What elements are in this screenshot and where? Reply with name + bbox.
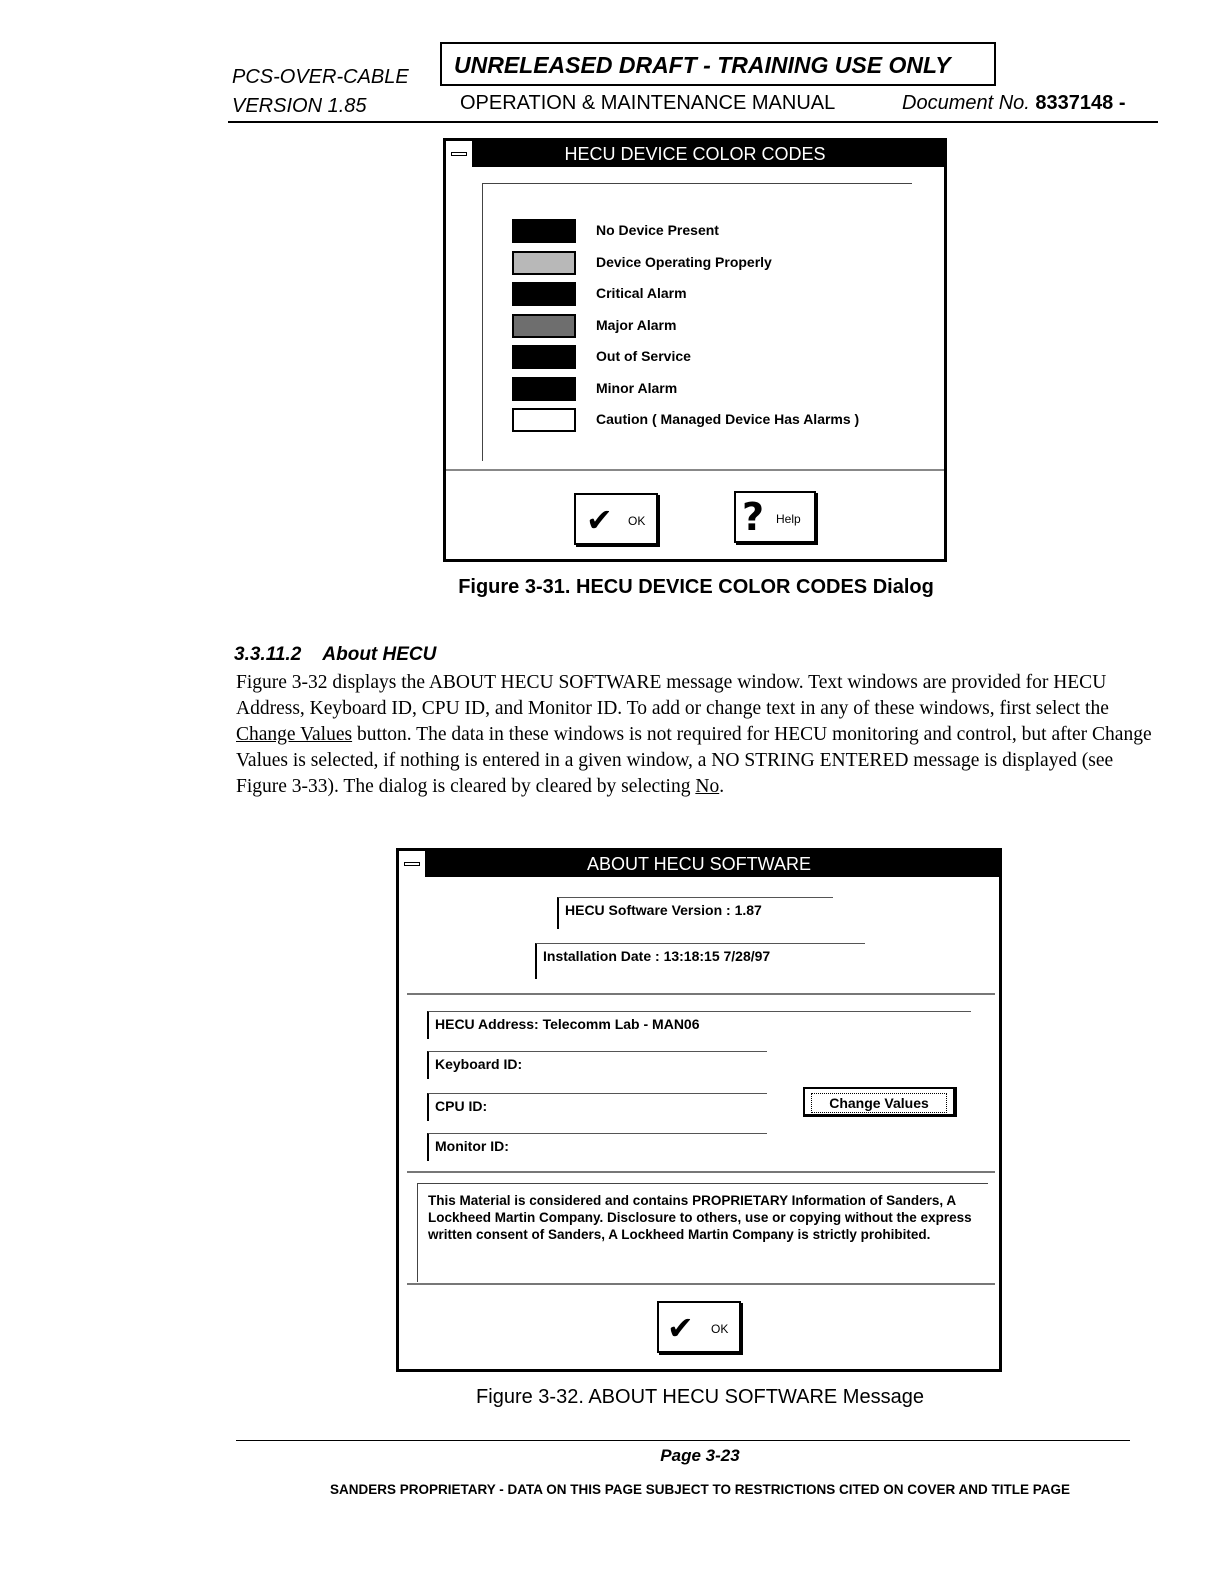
- keyboard-id-field[interactable]: Keyboard ID:: [427, 1051, 767, 1079]
- color-codes-title: HECU DEVICE COLOR CODES: [564, 144, 826, 164]
- no-link: No: [695, 776, 720, 797]
- color-legend-label: No Device Present: [596, 222, 719, 238]
- figure-32-caption: Figure 3-32. ABOUT HECU SOFTWARE Message: [476, 1386, 924, 1408]
- dialog-separator: [446, 469, 944, 471]
- color-legend-label: Out of Service: [596, 348, 691, 364]
- color-legend-label: Minor Alarm: [596, 379, 678, 396]
- color-legend-label: Caution ( Managed Device Has Alarms ): [596, 411, 860, 427]
- document-id: 8337148 -: [1035, 92, 1126, 114]
- page-number: Page 3-23: [660, 1446, 740, 1465]
- proprietary-box: [417, 1183, 988, 1282]
- about-ok-label: OK: [711, 1322, 729, 1336]
- change-values-link: Change Values: [236, 724, 353, 745]
- ok-button[interactable]: [574, 493, 658, 545]
- question-icon: ?: [742, 495, 765, 539]
- about-titlebar: [399, 851, 999, 877]
- help-button-label: Help: [776, 512, 801, 526]
- color-swatch: [512, 345, 576, 369]
- hecu-address-field[interactable]: HECU Address: Telecomm Lab - MAN06: [427, 1011, 971, 1039]
- checkmark-icon: ✔: [586, 501, 613, 539]
- document-label: Document No.: [902, 92, 1030, 114]
- about-dialog: [396, 848, 1002, 1372]
- product-name: PCS-OVER-CABLE: [232, 66, 409, 88]
- section-heading: [234, 644, 436, 666]
- paragraph-text: Figure 3-32 displays the ABOUT HECU SOFTWARE message window. Text windows are provided for HECU Address, Keyboard ID, CPU ID, and Monitor ID. To add or change text in any of these windows, first select the: [236, 672, 1109, 719]
- separator: [407, 1171, 995, 1173]
- section-number: 3.3.11.2: [234, 644, 302, 665]
- help-button[interactable]: [734, 491, 816, 543]
- footer-notice: SANDERS PROPRIETARY - DATA ON THIS PAGE SUBJECT TO RESTRICTIONS CITED ON COVER AND TITLE PAGE: [329, 1482, 1071, 1497]
- group-top-line: [482, 183, 912, 184]
- color-codes-titlebar: [446, 141, 944, 167]
- monitor-id-field[interactable]: Monitor ID:: [427, 1133, 767, 1161]
- footer-rule: [236, 1440, 1130, 1441]
- about-ok-button[interactable]: [657, 1301, 741, 1353]
- color-swatch: [512, 314, 576, 338]
- document-number: [902, 92, 1125, 115]
- section-paragraph: [236, 670, 1152, 800]
- installation-date-field: Installation Date : 13:18:15 7/28/97: [535, 943, 865, 979]
- color-swatch: [512, 219, 576, 243]
- color-codes-dialog: [443, 138, 947, 562]
- color-swatch: [512, 251, 576, 275]
- system-menu-icon[interactable]: [446, 141, 474, 167]
- software-version-field: HECU Software Version : 1.87: [557, 897, 833, 929]
- change-values-label: Change Values: [811, 1093, 947, 1113]
- color-swatch: [512, 408, 576, 432]
- color-legend-label: Critical Alarm: [596, 285, 687, 301]
- figure-31-caption: Figure 3-31. HECU DEVICE COLOR CODES Dialog: [458, 576, 934, 598]
- proprietary-notice: This Material is considered and contains PROPRIETARY Information of Sanders, A Lockheed Martin Company. Disclosure to others, use or copying without the express written consent of Sanders, A Lockheed Martin Company is strictly prohibited.: [428, 1193, 972, 1242]
- cpu-id-field[interactable]: CPU ID:: [427, 1093, 767, 1121]
- section-title: About HECU: [322, 644, 437, 665]
- group-left-line: [482, 183, 483, 461]
- product-version: VERSION 1.85: [232, 95, 367, 117]
- manual-title: OPERATION & MAINTENANCE MANUAL: [460, 92, 836, 114]
- paragraph-text: button. The data in these windows is not required for HECU monitoring and control, but after Change Values is selected, if nothing is entered in a given window, a NO STRING ENTERED message is displayed (see Figure 3-33). The dialog is cleared by cleared by selecting: [236, 724, 1152, 797]
- separator: [407, 1283, 995, 1285]
- color-legend-label: Device Operating Properly: [596, 253, 772, 270]
- draft-banner: UNRELEASED DRAFT - TRAINING USE ONLY: [440, 42, 996, 86]
- about-title: ABOUT HECU SOFTWARE: [586, 854, 811, 874]
- paragraph-text: .: [719, 776, 725, 797]
- color-legend-label: Major Alarm: [596, 316, 677, 333]
- color-swatch: [512, 282, 576, 306]
- header-rule: [228, 121, 1158, 123]
- system-menu-icon[interactable]: [399, 851, 427, 877]
- ok-button-label: OK: [628, 514, 646, 528]
- checkmark-icon: ✔: [667, 1309, 694, 1347]
- color-swatch: [512, 377, 576, 401]
- separator: [407, 993, 995, 995]
- change-values-button[interactable]: [803, 1087, 957, 1117]
